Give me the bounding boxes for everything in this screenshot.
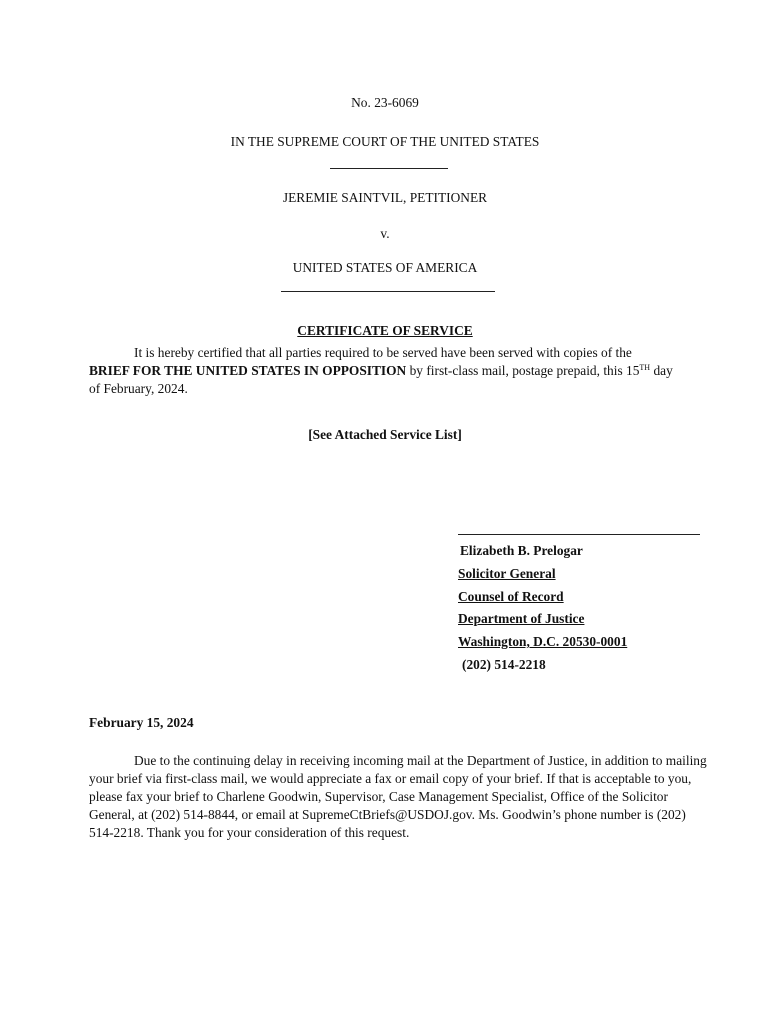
signer-phone: (202) 514-2218 bbox=[462, 657, 546, 672]
respondent-name: UNITED STATES OF AMERICA bbox=[292, 260, 478, 275]
service-list-note: [See Attached Service List] bbox=[308, 427, 462, 442]
signer-title: Solicitor General bbox=[458, 566, 556, 581]
signature-line bbox=[458, 534, 700, 535]
mail-delay-notice-text: Due to the continuing delay in receiving incoming mail at the Department of Justice, in addition to mailing your brief via first-class mail, we would appreciate a fax or email copy of your brief. If that is acceptable to you, please fax your brief to Charlene Goodwin, Supervisor, Case Management Specialist, Office of the Solicitor General, at (202) 514-8844, or email at SupremeCtBriefs@USDOJ.gov. Ms. Goodwin’s phone number is (202) 514-2218. Thank you for your consideration of this request. bbox=[89, 753, 707, 840]
document-date: February 15, 2024 bbox=[89, 715, 194, 730]
certificate-body-lead: It is hereby certified that all parties required to be served have been served with copies of the bbox=[134, 345, 632, 360]
certificate-body bbox=[89, 344, 711, 398]
mail-delay-notice bbox=[89, 752, 711, 842]
ordinal-suffix: TH bbox=[639, 363, 651, 372]
petitioner-name: JEREMIE SAINTVIL, PETITIONER bbox=[282, 190, 488, 205]
certificate-heading: CERTIFICATE OF SERVICE bbox=[297, 323, 473, 338]
certificate-body-end: of February, 2024. bbox=[89, 381, 188, 396]
signer-department: Department of Justice bbox=[458, 611, 585, 626]
docket-number: No. 23-6069 bbox=[351, 95, 419, 110]
caption-divider-bottom bbox=[281, 291, 495, 292]
signer-role: Counsel of Record bbox=[458, 589, 564, 604]
versus-label: v. bbox=[380, 226, 390, 241]
signer-name: Elizabeth B. Prelogar bbox=[460, 543, 583, 558]
certificate-body-tail: day bbox=[650, 363, 673, 378]
brief-title: BRIEF FOR THE UNITED STATES IN OPPOSITION bbox=[89, 363, 407, 378]
certificate-body-mid: by first-class mail, postage prepaid, this 15 bbox=[406, 363, 640, 378]
court-name: IN THE SUPREME COURT OF THE UNITED STATES bbox=[230, 134, 540, 149]
caption-divider-top bbox=[330, 168, 448, 169]
signer-address: Washington, D.C. 20530-0001 bbox=[458, 634, 628, 649]
